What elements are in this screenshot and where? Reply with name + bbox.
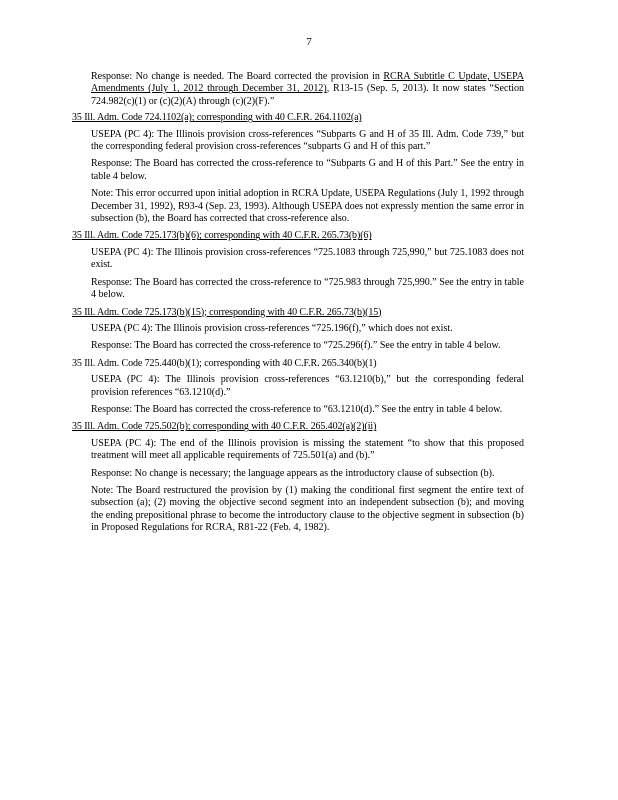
usepa-comment: USEPA (PC 4): The end of the Illinois provision is missing the statement “to show that this proposed treatment will meet all applicable requirements of 725.501(a) and (b).” [91, 437, 524, 462]
usepa-comment: USEPA (PC 4): The Illinois provision cross-references “63.1210(b),” but the corresponding federal provision references “63.1210(d).” [91, 374, 524, 398]
usepa-comment: USEPA (PC 4): The Illinois provision cross-references “725.196(f),” which does not exist. [91, 322, 453, 334]
section-heading: 35 Ill. Adm. Code 725.440(b)(1); corresponding with 40 C.F.R. 265.340(b)(1) [72, 357, 377, 369]
section-725-173-b6 [72, 230, 534, 301]
section-725-173-b15 [72, 307, 534, 353]
section-heading: 35 Ill. Adm. Code 725.502(b); corresponding with 40 C.F.R. 265.402(a)(2)(ii) [72, 421, 377, 433]
intro-docket-reference: RCRA Subtitle C Update, USEPA Amendments (July 1, 2012 through December 31, 2012) [91, 71, 524, 95]
board-note: Note: This error occurred upon initial adoption in RCRA Update, USEPA Regulations (July 1, 1992 through December 31, 1992), R93-4 (Sep. 23, 1993). Although USEPA does not expressly mention the same error in subsection (b), the Board has corrected that cross-reference also. [91, 188, 524, 225]
section-724-1102 [72, 112, 534, 225]
board-note: Note: The Board restructured the provision by (1) making the conditional first segment the entire text of subsection (a); (2) moving the objective second segment into an independent subsection (b); and moving the ending prepositional phrase to become the introductory clause to the objective segment in subsection (b) in Proposed Regulations for RCRA, R81-22 (Feb. 4, 1982). [91, 484, 524, 534]
board-response: Response: The Board has corrected the cross-reference to “725.296(f).” See the entry in table 4 below. [91, 340, 501, 352]
page-number: 7 [306, 36, 312, 48]
board-response: Response: The Board has corrected the cross-reference to “Subparts G and H of this Part.” See the entry in table 4 below. [91, 158, 524, 182]
intro-response [91, 71, 524, 108]
section-725-502 [72, 421, 534, 534]
board-response: Response: The Board has corrected the cross-reference to “725.983 through 725,990.” See the entry in table 4 below. [91, 276, 524, 301]
board-response: Response: No change is necessary; the language appears as the introductory clause of subsection (b). [91, 467, 495, 479]
page-content [72, 71, 534, 535]
board-response: Response: The Board has corrected the cross-reference to “63.1210(d).” See the entry in table 4 below. [91, 403, 503, 415]
usepa-comment: USEPA (PC 4): The Illinois provision cross-references “Subparts G and H of 35 Ill. Adm. Code 739,” but the corresponding federal provision cross-references “subparts G and H of this part.” [91, 128, 524, 153]
section-heading: 35 Ill. Adm. Code 725.173(b)(6); corresponding with 40 C.F.R. 265.73(b)(6) [72, 230, 372, 242]
intro-response-text: Response: No change is needed. The Board corrected the provision in [91, 71, 384, 82]
section-725-440 [72, 358, 534, 417]
section-heading: 35 Ill. Adm. Code 725.173(b)(15); corresponding with 40 C.F.R. 265.73(b)(15) [72, 306, 382, 318]
section-heading: 35 Ill. Adm. Code 724.1102(a); corresponding with 40 C.F.R. 264.1102(a) [72, 112, 362, 124]
usepa-comment: USEPA (PC 4): The Illinois provision cross-references “725.1083 through 725,990,” but 725.1083 does not exist. [91, 246, 524, 271]
intro-response-tail: , R13-15 (Sep. 5, 2013). It now states “Section 724.982(c)(1) or (c)(2)(A) through (c)(2)(F).” [91, 83, 524, 107]
